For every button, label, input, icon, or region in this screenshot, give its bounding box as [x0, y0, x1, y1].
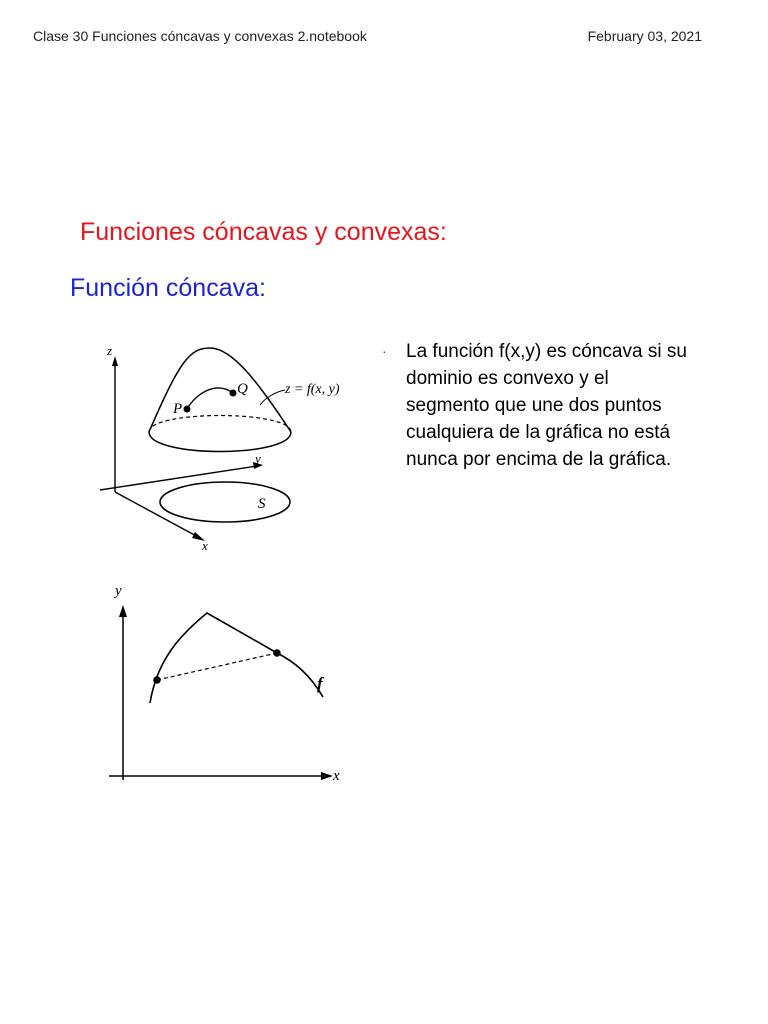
- domain-s-ellipse: [160, 482, 290, 522]
- p-label: P: [173, 401, 183, 417]
- function-curve: [150, 613, 323, 703]
- header-date: February 03, 2021: [587, 28, 702, 44]
- y-label: y: [255, 451, 261, 466]
- surface-outline: [149, 348, 291, 432]
- x-axis: [115, 492, 200, 538]
- x-label: x: [202, 538, 208, 550]
- header-title: Clase 30 Funciones cóncavas y convexas 2.notebook: [33, 28, 367, 44]
- surface-equation: z = f(x, y): [285, 382, 340, 397]
- section-title: Función cóncava:: [70, 274, 266, 302]
- q-label: Q: [237, 381, 248, 397]
- concave-surface-figure: [85, 330, 415, 550]
- s-label: S: [258, 496, 266, 512]
- page-title: Funciones cóncavas y convexas:: [80, 218, 447, 246]
- concave-graph-figure: [95, 575, 355, 790]
- y-axis: [100, 466, 257, 490]
- f-label: f: [317, 674, 323, 693]
- chord-segment: [157, 653, 277, 680]
- graph-y-label: y: [115, 583, 122, 599]
- graph-x-label: x: [333, 768, 340, 784]
- bullet-mark: ·: [382, 343, 387, 359]
- concave-definition-text: La función f(x,y) es cóncava si su dominio es convexo y el segmento que une dos puntos cualquiera de la gráfica no está nunca por encima de la gráfica.: [406, 341, 687, 470]
- z-label: z: [107, 343, 113, 358]
